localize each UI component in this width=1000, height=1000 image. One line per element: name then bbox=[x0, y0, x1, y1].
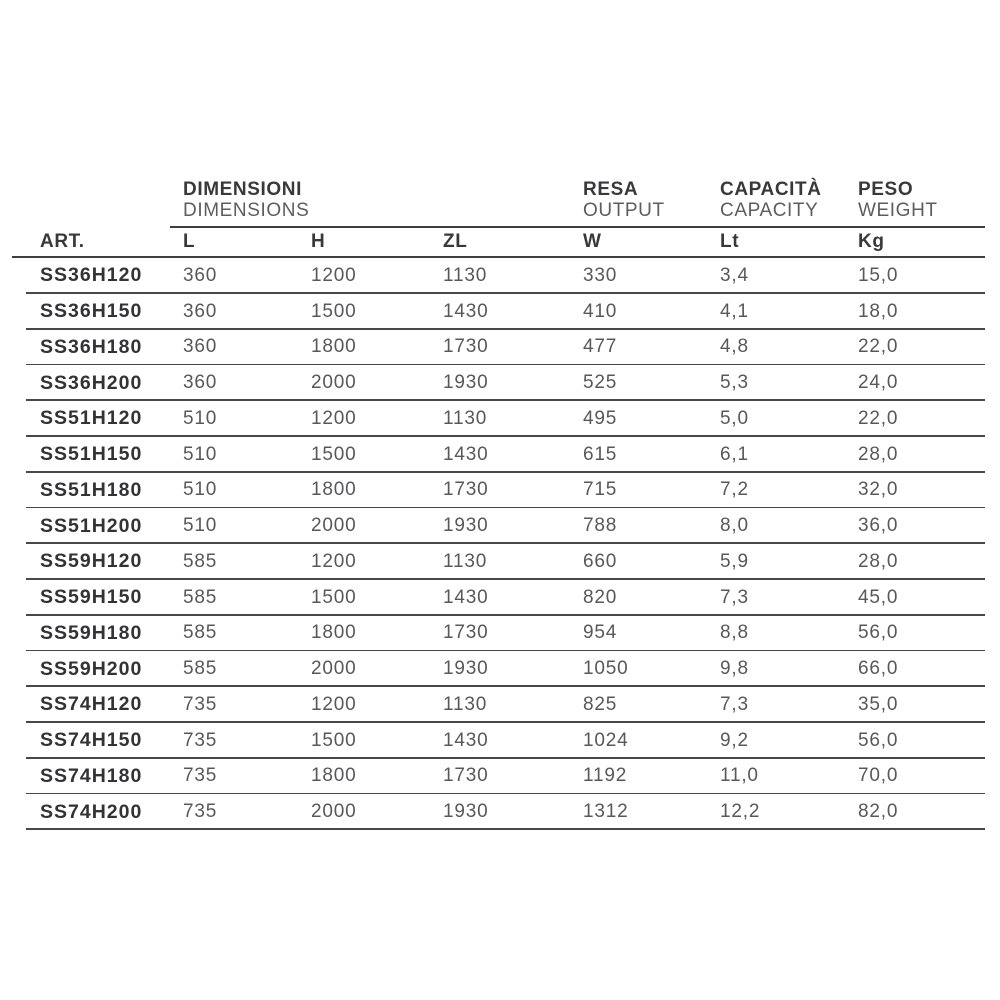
table-row bbox=[12, 294, 985, 330]
group-weight bbox=[845, 179, 985, 221]
lt-cell: 5,0 bbox=[720, 407, 749, 429]
w-cell: 495 bbox=[583, 407, 618, 429]
l-cell: 585 bbox=[183, 586, 218, 608]
l-cell: 585 bbox=[183, 550, 218, 572]
table-row bbox=[12, 437, 985, 473]
zl-cell: 1430 bbox=[443, 729, 489, 751]
art-cell: SS59H180 bbox=[40, 621, 143, 644]
spec-table bbox=[12, 179, 985, 830]
column-header-row bbox=[12, 228, 985, 258]
kg-cell: 24,0 bbox=[858, 372, 899, 394]
art-cell: SS36H200 bbox=[40, 371, 143, 394]
h-cell: 1800 bbox=[311, 479, 357, 501]
lt-cell: 8,8 bbox=[720, 622, 749, 644]
w-cell: 525 bbox=[583, 372, 618, 394]
kg-cell: 35,0 bbox=[858, 693, 899, 715]
zl-cell: 1130 bbox=[443, 264, 488, 286]
h-cell: 1200 bbox=[311, 407, 357, 429]
l-cell: 360 bbox=[183, 372, 218, 394]
l-cell: 735 bbox=[183, 801, 218, 823]
group-capacity-secondary: CAPACITY bbox=[720, 200, 819, 221]
group-dimensions-primary: DIMENSIONI bbox=[183, 179, 302, 200]
w-cell: 820 bbox=[583, 586, 618, 608]
table-row bbox=[12, 365, 985, 401]
kg-cell: 28,0 bbox=[858, 550, 899, 572]
l-cell: 735 bbox=[183, 729, 218, 751]
zl-cell: 1930 bbox=[443, 372, 489, 394]
art-cell: SS36H120 bbox=[40, 264, 143, 287]
lt-cell: 4,1 bbox=[720, 300, 749, 322]
l-cell: 510 bbox=[183, 515, 218, 537]
column-header-zl: ZL bbox=[443, 231, 468, 252]
l-cell: 360 bbox=[183, 300, 218, 322]
h-cell: 1500 bbox=[311, 300, 357, 322]
art-cell: SS51H150 bbox=[40, 443, 143, 466]
h-cell: 1800 bbox=[311, 336, 357, 358]
table-row bbox=[12, 687, 985, 723]
table-row bbox=[12, 759, 985, 795]
art-cell: SS74H120 bbox=[40, 693, 143, 716]
table-row bbox=[12, 544, 985, 580]
art-cell: SS51H180 bbox=[40, 478, 143, 501]
w-cell: 788 bbox=[583, 515, 618, 537]
w-cell: 660 bbox=[583, 550, 618, 572]
table-row bbox=[12, 616, 985, 652]
table-row bbox=[12, 580, 985, 616]
w-cell: 477 bbox=[583, 336, 618, 358]
table-row bbox=[12, 508, 985, 544]
kg-cell: 32,0 bbox=[858, 479, 899, 501]
zl-cell: 1930 bbox=[443, 515, 489, 537]
h-cell: 2000 bbox=[311, 801, 357, 823]
l-cell: 510 bbox=[183, 407, 218, 429]
l-cell: 735 bbox=[183, 693, 218, 715]
art-cell: SS36H150 bbox=[40, 300, 143, 323]
lt-cell: 7,3 bbox=[720, 586, 749, 608]
kg-cell: 82,0 bbox=[858, 801, 899, 823]
art-cell: SS74H180 bbox=[40, 764, 143, 787]
kg-cell: 22,0 bbox=[858, 407, 899, 429]
lt-cell: 8,0 bbox=[720, 515, 749, 537]
kg-cell: 18,0 bbox=[858, 300, 899, 322]
kg-cell: 22,0 bbox=[858, 336, 899, 358]
h-cell: 2000 bbox=[311, 515, 357, 537]
w-cell: 715 bbox=[583, 479, 618, 501]
kg-cell: 56,0 bbox=[858, 622, 899, 644]
h-cell: 1500 bbox=[311, 586, 357, 608]
kg-cell: 66,0 bbox=[858, 658, 899, 680]
h-cell: 1800 bbox=[311, 622, 357, 644]
h-cell: 1800 bbox=[311, 765, 357, 787]
kg-cell: 15,0 bbox=[858, 264, 899, 286]
art-cell: SS74H200 bbox=[40, 800, 143, 823]
kg-cell: 56,0 bbox=[858, 729, 899, 751]
zl-cell: 1730 bbox=[443, 622, 489, 644]
table-row bbox=[12, 651, 985, 687]
group-header-spacer bbox=[12, 179, 170, 228]
zl-cell: 1430 bbox=[443, 300, 489, 322]
zl-cell: 1430 bbox=[443, 443, 489, 465]
l-cell: 360 bbox=[183, 264, 218, 286]
w-cell: 825 bbox=[583, 693, 618, 715]
column-header-h: H bbox=[311, 231, 326, 252]
w-cell: 1192 bbox=[583, 765, 628, 787]
h-cell: 1200 bbox=[311, 264, 357, 286]
w-cell: 410 bbox=[583, 300, 618, 322]
column-header-l: L bbox=[183, 231, 196, 252]
lt-cell: 6,1 bbox=[720, 443, 749, 465]
table-row bbox=[12, 401, 985, 437]
table-row bbox=[12, 258, 985, 294]
column-header-kg: Kg bbox=[858, 231, 885, 252]
kg-cell: 70,0 bbox=[858, 765, 899, 787]
zl-cell: 1930 bbox=[443, 801, 489, 823]
zl-cell: 1130 bbox=[443, 693, 488, 715]
table-row bbox=[12, 330, 985, 366]
zl-cell: 1430 bbox=[443, 586, 489, 608]
art-cell: SS74H150 bbox=[40, 729, 143, 752]
zl-cell: 1730 bbox=[443, 336, 489, 358]
art-cell: SS51H200 bbox=[40, 514, 143, 537]
art-cell: SS59H150 bbox=[40, 586, 143, 609]
w-cell: 615 bbox=[583, 443, 618, 465]
lt-cell: 11,0 bbox=[720, 765, 759, 787]
l-cell: 585 bbox=[183, 658, 218, 680]
table-body bbox=[12, 258, 985, 830]
lt-cell: 9,8 bbox=[720, 658, 749, 680]
art-cell: SS59H120 bbox=[40, 550, 143, 573]
zl-cell: 1730 bbox=[443, 765, 489, 787]
l-cell: 735 bbox=[183, 765, 218, 787]
group-header-cells bbox=[170, 179, 985, 228]
l-cell: 510 bbox=[183, 443, 218, 465]
table-row bbox=[12, 473, 985, 509]
w-cell: 954 bbox=[583, 622, 618, 644]
zl-cell: 1930 bbox=[443, 658, 489, 680]
zl-cell: 1130 bbox=[443, 407, 488, 429]
column-header-art: ART. bbox=[40, 231, 85, 252]
h-cell: 2000 bbox=[311, 658, 357, 680]
kg-cell: 28,0 bbox=[858, 443, 899, 465]
group-output-secondary: OUTPUT bbox=[583, 200, 665, 221]
lt-cell: 5,9 bbox=[720, 550, 749, 572]
h-cell: 1200 bbox=[311, 693, 357, 715]
table-row bbox=[12, 723, 985, 759]
column-header-w: W bbox=[583, 231, 602, 252]
zl-cell: 1730 bbox=[443, 479, 489, 501]
l-cell: 510 bbox=[183, 479, 218, 501]
column-header-lt: Lt bbox=[720, 231, 740, 252]
art-cell: SS36H180 bbox=[40, 335, 143, 358]
group-dimensions-secondary: DIMENSIONS bbox=[183, 200, 310, 221]
art-cell: SS51H120 bbox=[40, 407, 143, 430]
group-weight-secondary: WEIGHT bbox=[858, 200, 938, 221]
w-cell: 330 bbox=[583, 264, 618, 286]
group-capacity bbox=[707, 179, 845, 221]
h-cell: 2000 bbox=[311, 372, 357, 394]
lt-cell: 4,8 bbox=[720, 336, 749, 358]
kg-cell: 36,0 bbox=[858, 515, 899, 537]
kg-cell: 45,0 bbox=[858, 586, 899, 608]
l-cell: 585 bbox=[183, 622, 218, 644]
lt-cell: 12,2 bbox=[720, 801, 761, 823]
group-output bbox=[570, 179, 707, 221]
group-dimensions bbox=[170, 179, 570, 221]
group-weight-primary: PESO bbox=[858, 179, 914, 200]
group-capacity-primary: CAPACITÀ bbox=[720, 179, 822, 200]
w-cell: 1050 bbox=[583, 658, 629, 680]
h-cell: 1200 bbox=[311, 550, 357, 572]
h-cell: 1500 bbox=[311, 443, 357, 465]
table-row bbox=[12, 794, 985, 830]
lt-cell: 9,2 bbox=[720, 729, 749, 751]
art-cell: SS59H200 bbox=[40, 657, 143, 680]
h-cell: 1500 bbox=[311, 729, 357, 751]
w-cell: 1024 bbox=[583, 729, 629, 751]
l-cell: 360 bbox=[183, 336, 218, 358]
w-cell: 1312 bbox=[583, 801, 629, 823]
group-output-primary: RESA bbox=[583, 179, 639, 200]
lt-cell: 7,2 bbox=[720, 479, 749, 501]
group-header-row bbox=[12, 179, 985, 228]
zl-cell: 1130 bbox=[443, 550, 488, 572]
lt-cell: 3,4 bbox=[720, 264, 749, 286]
lt-cell: 7,3 bbox=[720, 693, 749, 715]
lt-cell: 5,3 bbox=[720, 372, 749, 394]
